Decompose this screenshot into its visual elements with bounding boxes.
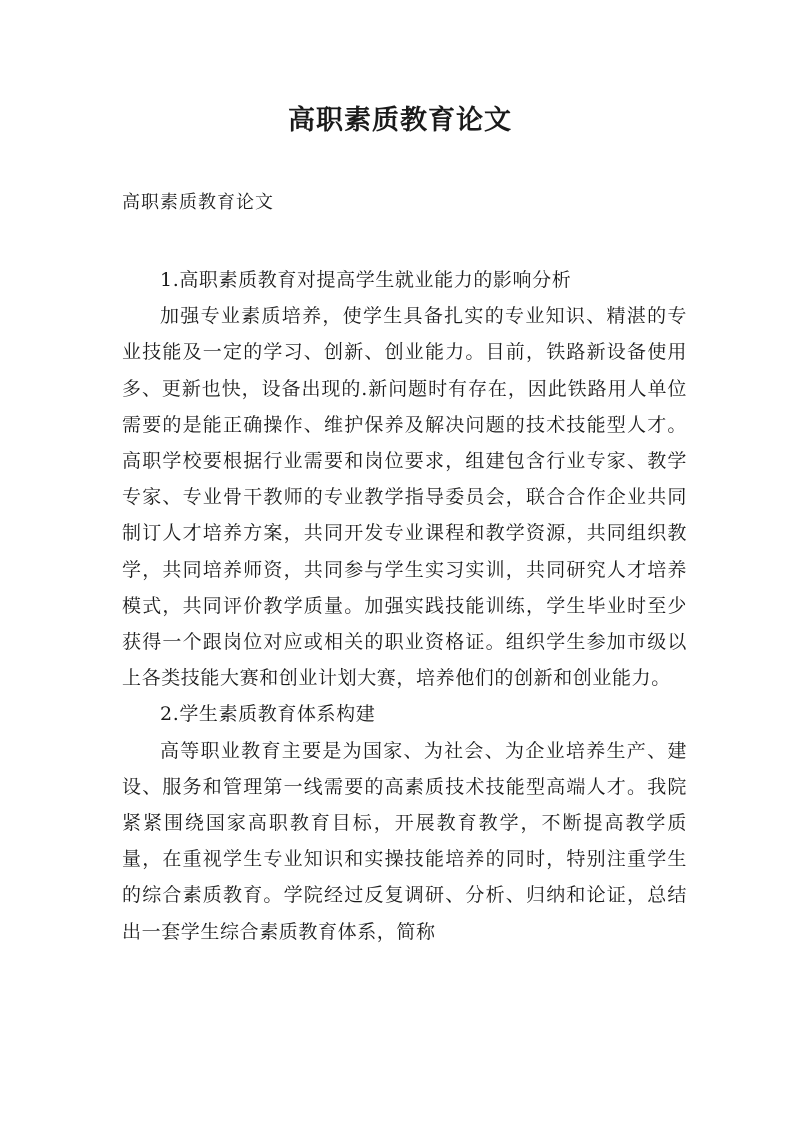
document-body <box>122 262 687 950</box>
body-paragraph-2: 高等职业教育主要是为国家、为社会、为企业培养生产、建设、服务和管理第一线需要的高素质技术技能型高端人才。我院紧紧围绕国家高职教育目标，开展教育教学，不断提高教学质量，在重视学生专业知识和实操技能培养的同时，特别注重学生的综合素质教育。学院经过反复调研、分析、归纳和论证，总结出一套学生综合素质教育体系，简称 <box>122 739 687 943</box>
section-heading-2: 2.学生素质教育体系构建 <box>160 703 376 726</box>
document-title: 高职素质教育论文 <box>288 105 512 136</box>
body-paragraph-1: 加强专业素质培养，使学生具备扎实的专业知识、精湛的专业技能及一定的学习、创新、创业能力。目前，铁路新设备使用多、更新也快，设备出现的.新问题时有存在，因此铁路用人单位需要的是能正确操作、维护保养及解决问题的技术技能型人才。高职学校要根据行业需要和岗位要求，组建包含行业专家、教学专家、专业骨干教师的专业教学指导委员会，联合合作企业共同制订人才培养方案，共同开发专业课程和教学资源，共同组织教学，共同培养师资，共同参与学生实习实训，共同研究人才培养模式，共同评价教学质量。加强实践技能训练，学生毕业时至少获得一个跟岗位对应或相关的职业资格证。组织学生参加市级以上各类技能大赛和创业计划大赛，培养他们的创新和创业能力。 <box>122 305 687 690</box>
document-subtitle: 高职素质教育论文 <box>122 192 274 213</box>
section-heading-1: 1.高职素质教育对提高学生就业能力的影响分析 <box>160 269 572 291</box>
